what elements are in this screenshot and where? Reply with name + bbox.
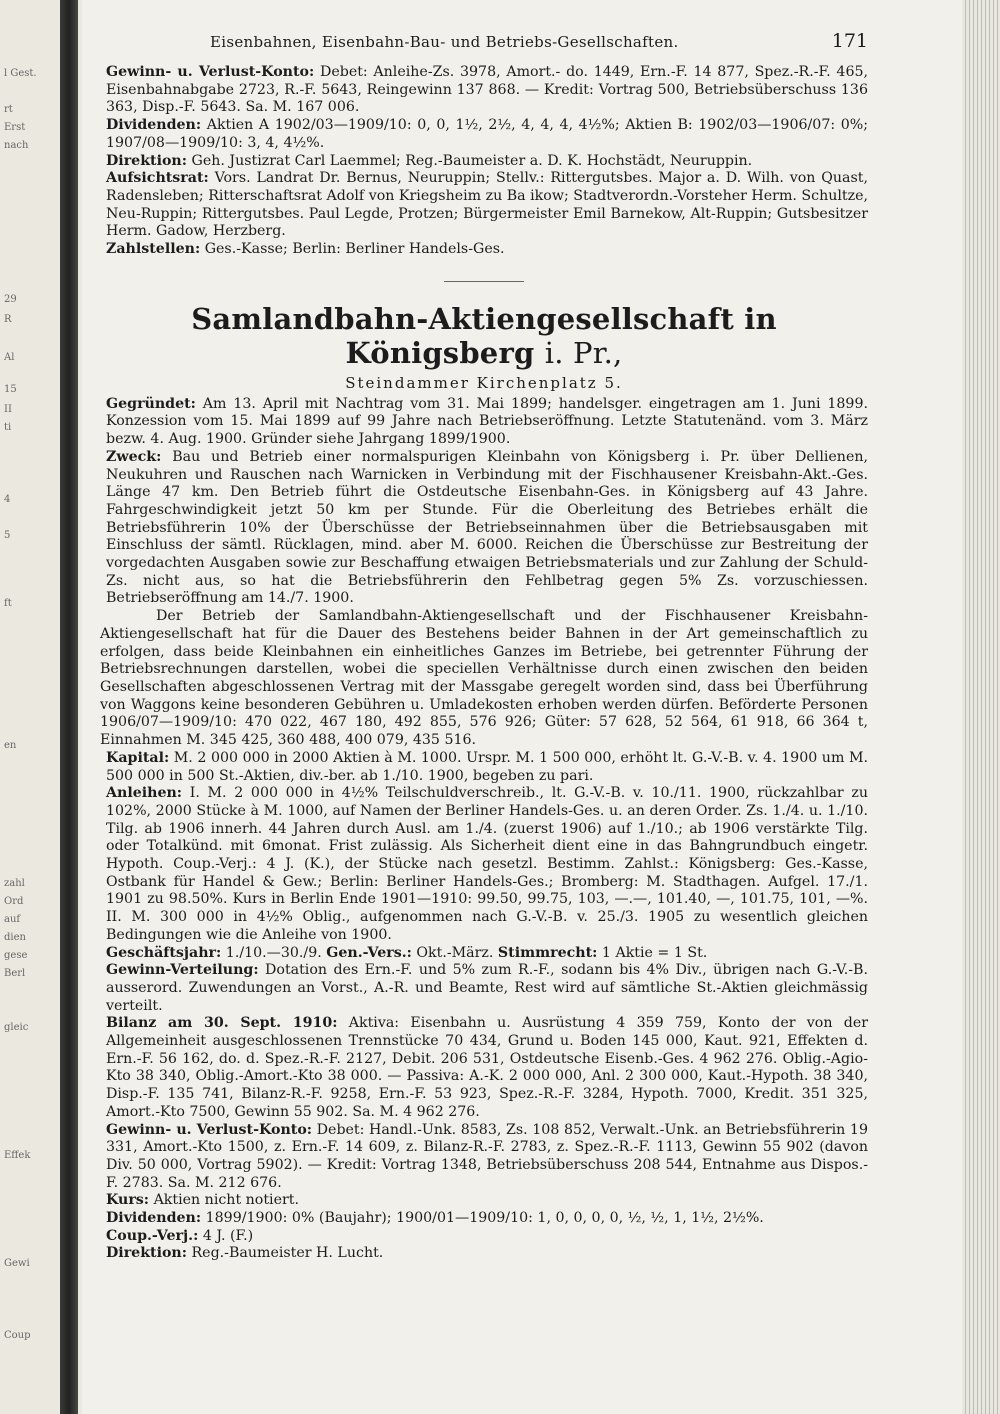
section-text: Vors. Landrat Dr. Bernus, Neuruppin; Stellv.: Rittergutsbes. Major a. D. Wilh. von Quast, Radensleben; Ritterschaftsrat Adolf von Kriegsheim zu Ba ikow; Stadtverordn.-Vorsteher Herm. Schultze, Neu-Ruppin; Rittergutsbes. Paul Legde, Protzen; Bürgermeister Emil Barnekow, Alt-Ruppin; Gutsbesitzer Herm. Gadow, Herzberg. bbox=[106, 170, 868, 240]
prev-direktion bbox=[100, 153, 868, 171]
gutter-fragment: Berl bbox=[4, 968, 26, 979]
page-edges bbox=[962, 0, 1000, 1414]
gutter-fragment: nach bbox=[4, 140, 29, 151]
section-kurs bbox=[100, 1192, 868, 1210]
binding-shadow bbox=[60, 0, 78, 1414]
section-text: Der Betrieb der Samlandbahn-Aktiengesellschaft und der Fischhausener Kreisbahn-Aktiengesellschaft hat für die Dauer des Bestehens beider Bahnen in der Art gemeinschaftlich zu erfolgen, dass beide Kleinbahnen ein einheitliches Ganzes im Betriebe, bei getrennter Führung der Betriebsrechnungen darstellen, wobei die speciellen Verhältnisse durch einen zwischen den beiden Gesellschaften abgeschlossenen Vertrag mit der Massgabe geregelt worden sind, dass bei Überführung von Waggons keine besonderen Gebühren u. Umladekosten erhoben werden dürfen. Beförderte Personen 1906/07—1909/10: 470 022, 467 180, 492 855, 576 926; Güter: 57 628, 52 564, 61 918, 66 364 t, Einnahmen M. 345 425, 360 488, 400 079, 435 516. bbox=[100, 608, 868, 749]
section-label: Zahlstellen: bbox=[106, 241, 201, 258]
section-guv bbox=[100, 1122, 868, 1193]
gutter-fragment: R bbox=[4, 314, 12, 325]
gutter-fragment: Coup bbox=[4, 1330, 31, 1341]
section-text: M. 2 000 000 in 2000 Aktien à M. 1000. Urspr. M. 1 500 000, erhöht lt. G.-V.-B. v. 4. 1900 um M. 500 000 in 500 St.-Aktien, div.-ber. ab 1./10. 1900, begeben zu pari. bbox=[106, 749, 868, 784]
prev-aufsichtsrat bbox=[100, 170, 868, 241]
section-label: Gen.-Vers.: bbox=[326, 944, 412, 961]
section-anleihen bbox=[100, 785, 868, 944]
gutter-fragment: ft bbox=[4, 598, 12, 609]
section-text: Bau und Betrieb einer normalspurigen Kleinbahn von Königsberg i. Pr. über Dellienen, Neukuhren und Rauschen nach Warnicken in Verbindung mit der Fischhausener Kreisbahn-Akt.-Ges. Länge 47 km. Den Betrieb führt die Ostdeutsche Eisenbahn-Ges. in Königsberg auf 43 Jahre. Fahrgeschwindigkeit jetzt 50 km per Stunde. Für die Oberleitung des Betriebes erhält die Betriebsführerin 10% der Überschüsse der Betriebseinnahmen über die Betriebsausgaben mit Einschluss der sämtl. Rücklagen, mind. aber M. 6000. Reichen die Überschüsse zur Bestreitung der vorgedachten Ausgaben sowie zur Beschaffung etwaigen Betriebsmaterials und zur Zahlung der Schuld-Zs. nicht aus, so hat die Betriebsführerin den Fehlbetrag gegen 5% Zs. vorzuschiessen. Betriebseröffnung am 14./7. 1900. bbox=[106, 448, 868, 607]
gutter-fragment: Effek bbox=[4, 1150, 31, 1161]
gutter-fragment: gese bbox=[4, 950, 28, 961]
gutter-fragment: auf bbox=[4, 914, 21, 925]
section-text: Aktiva: Eisenbahn u. Ausrüstung 4 359 759, Konto der von der Allgemeinheit ausgeschlossenen Trennstücke 70 434, Grund u. Boden 145 000, Kaut. 921, Effekten d. Ern.-F. 56 162, do. d. Spez.-R.-F. 2127, Debit. 206 531, Ostdeutsche Eisenb.-Ges. 4 962 276. Oblig.-Agio-Kto 38 340, Oblig.-Amort.-Kto 38 000. — Passiva: A.-K. 2 000 000, Anl. 2 300 000, Kaut.-Hypoth. 38 340, Disp.-F. 135 741, Bilanz-R.-F. 9258, Ern.-F. 53 923, Spez.-R.-F. 3284, Hypoth. 7000, Kredit. 351 325, Amort.-Kto 7500, Gewinn 55 902. Sa. M. 4 962 276. bbox=[106, 1015, 869, 1120]
entry-title-tail: i. Pr., bbox=[544, 335, 623, 370]
section-label: Dividenden: bbox=[106, 1210, 202, 1227]
section-kapital bbox=[100, 750, 868, 785]
section-label: Stimmrecht: bbox=[497, 944, 598, 961]
section-label: Gegründet: bbox=[106, 395, 196, 412]
entry-address: Steindammer Kirchenplatz 5. bbox=[345, 373, 623, 392]
entry-title-main: Samlandbahn-Aktiengesellschaft in Königsberg bbox=[191, 301, 777, 370]
section-direktion bbox=[100, 1245, 868, 1263]
section-zweck bbox=[100, 449, 868, 608]
section-text: Reg.-Baumeister H. Lucht. bbox=[191, 1245, 384, 1262]
section-text: Am 13. April mit Nachtrag vom 31. Mai 1899; handelsger. eingetragen am 1. Juni 1899. Konzession vom 15. Mai 1899 auf 99 Jahre nach Betriebseröffnung. Letzte Statutenänd. vom 3. März bezw. 4. Aug. 1900. Gründer siehe Jahrgang 1899/1900. bbox=[106, 395, 868, 448]
section-label: Gewinn-Verteilung: bbox=[106, 962, 259, 979]
section-gegruendet bbox=[100, 396, 868, 449]
section-geschaeftsjahr bbox=[100, 945, 868, 963]
gutter-fragment: 4 bbox=[4, 494, 11, 505]
gutter-fragment: 5 bbox=[4, 530, 11, 541]
section-label: Bilanz am 30. Sept. 1910: bbox=[106, 1015, 338, 1032]
gutter-fragment: 15 bbox=[4, 384, 17, 395]
entry-body bbox=[100, 396, 868, 1263]
section-label: Kapital: bbox=[106, 749, 170, 766]
page-content bbox=[100, 30, 868, 1263]
section-label: Geschäftsjahr: bbox=[106, 944, 222, 961]
section-label: Direktion: bbox=[106, 1245, 187, 1262]
page-header bbox=[100, 30, 868, 64]
section-label: Gewinn- u. Verlust-Konto: bbox=[106, 64, 315, 80]
section-text: 1899/1900: 0% (Baujahr); 1900/01—1909/10: 1, 0, 0, 0, 0, ½, ½, 1, 1½, 2½%. bbox=[205, 1210, 764, 1227]
previous-entry bbox=[100, 64, 868, 259]
gutter-fragment: en bbox=[4, 740, 17, 751]
gutter-fragment: dien bbox=[4, 932, 26, 943]
section-text: Ges.-Kasse; Berlin: Berliner Handels-Ges. bbox=[204, 241, 505, 258]
section-label: Direktion: bbox=[106, 152, 187, 169]
gutter-fragment: rt bbox=[4, 104, 13, 115]
entry-title bbox=[100, 302, 868, 370]
section-dividenden bbox=[100, 1210, 868, 1228]
section-text: 1./10.—30./9. bbox=[225, 944, 322, 961]
section-coup-verj bbox=[100, 1228, 868, 1246]
section-text: Aktien nicht notiert. bbox=[153, 1192, 299, 1209]
section-bilanz bbox=[100, 1015, 868, 1121]
gutter-fragment: Ord bbox=[4, 896, 24, 907]
gutter-fragment: zahl bbox=[4, 878, 25, 889]
gutter-fragment: Gewi bbox=[4, 1258, 30, 1269]
gutter-fragment: gleic bbox=[4, 1022, 29, 1033]
section-text: Debet: Anleihe-Zs. 3978, Amort.- do. 1449, Ern.-F. 14 877, Spez.-R.-F. 465, Eisenbahnabgabe 2723, R.-F. 5643, Reingewinn 137 868. — Kredit: Vortrag 500, Betriebsüberschuss 136 363, Disp.-F. 5643. Sa. M. 167 006. bbox=[106, 64, 869, 116]
section-label: Coup.-Verj.: bbox=[106, 1227, 199, 1244]
section-text: Debet: Handl.-Unk. 8583, Zs. 108 852, Verwalt.-Unk. an Betriebsführerin 19 331, Amort.-Kto 1500, z. Ern.-F. 14 609, z. Bilanz-R.-F. 2783, z. Spez.-R.-F. 1113, Gewinn 55 902 (davon Div. 50 000, Vortrag 5902). — Kredit: Vortrag 1348, Betriebsüberschuss 208 544, Entnahme aus Dispos.-F. 2783. Sa. M. 212 676. bbox=[106, 1121, 868, 1191]
section-divider bbox=[444, 281, 524, 282]
prev-guv bbox=[100, 64, 868, 117]
section-label: Gewinn- u. Verlust-Konto: bbox=[106, 1121, 313, 1138]
section-label: Dividenden: bbox=[106, 117, 202, 134]
prev-dividends bbox=[100, 117, 868, 152]
section-text: 1 Aktie = 1 St. bbox=[601, 944, 708, 961]
gutter-fragment: Al bbox=[4, 352, 15, 363]
gutter-fragment: l Gest. bbox=[4, 68, 37, 79]
section-label: Aufsichtsrat: bbox=[106, 170, 209, 187]
section-text: 4 J. (F.) bbox=[202, 1227, 254, 1244]
gutter-fragment: 29 bbox=[4, 294, 17, 305]
section-text: Okt.-März. bbox=[416, 944, 494, 961]
section-label: Anleihen: bbox=[106, 785, 183, 802]
section-text: I. M. 2 000 000 in 4½% Teilschuldverschreib., lt. G.-V.-B. v. 10./11. 1900, rückzahlbar zu 102%, 2000 Stücke à M. 1000, auf Namen der Berliner Handels-Ges. u. an deren Order. Zs. 1./4. u. 1./10. Tilg. ab 1906 innerh. 44 Jahren durch Ausl. am 1./4. (zuerst 1906) auf 1./10.; ab 1906 verstärkte Tilg. oder Totalkünd. mit 6monat. Frist zulässig. Als Sicherheit dient eine in das Bahngrundbuch eingetr. Hypoth. Coup.-Verj.: 4 J. (K.), der Stücke nach gesetzl. Bestimm. Zahlst.: Königsberg: Ges.-Kasse, Ostbank für Handel & Gew.; Berlin: Berliner Handels-Ges.; Bromberg: M. Stadthagen. Aufgel. 17./1. 1901 zu 98.50%. Kurs in Berlin Ende 1901—1910: 99.50, 99.75, 103, —.—, 101.40, —, 101.75, 101, —%. II. M. 300 000 in 4½% Oblig., aufgenommen nach G.-V.-B. v. 25./3. 1905 zu wesentlich gleichen Bedingungen wie die Anleihe von 1900. bbox=[106, 785, 869, 943]
running-head: Eisenbahnen, Eisenbahn-Bau- und Betriebs-Gesellschaften. bbox=[210, 33, 679, 51]
section-text: Dotation des Ern.-F. und 5% zum R.-F., sodann bis 4% Div., übrigen nach G.-V.-B. ausserord. Zuwendungen an Vorst., A.-R. und Beamte, Rest wird auf sämtliche St.-Aktien gleichmässig verteilt. bbox=[106, 962, 868, 1014]
prev-zahlstellen bbox=[100, 241, 868, 259]
section-label: Kurs: bbox=[106, 1192, 150, 1209]
gutter-fragment: II bbox=[4, 404, 12, 415]
section-gewinn-verteilung bbox=[100, 962, 868, 1015]
gutter-fragment: Erst bbox=[4, 122, 26, 133]
gutter-fragment: ti bbox=[4, 422, 12, 433]
section-label: Zweck: bbox=[106, 448, 162, 465]
page-number: 171 bbox=[831, 30, 868, 52]
section-betrieb bbox=[100, 608, 868, 750]
section-text: Geh. Justizrat Carl Laemmel; Reg.-Baumeister a. D. K. Hochstädt, Neuruppin. bbox=[191, 152, 753, 169]
section-text: Aktien A 1902/03—1909/10: 0, 0, 1½, 2½, 4, 4, 4, 4½%; Aktien B: 1902/03—1906/07: 0%; 1907/08—1909/10: 3, 4, 4½%. bbox=[106, 117, 869, 151]
